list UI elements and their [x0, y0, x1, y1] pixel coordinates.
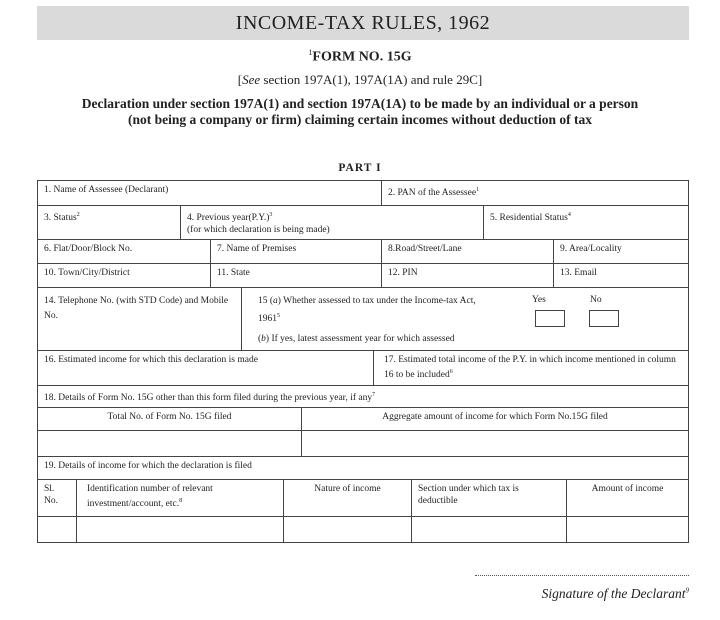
field-2-footnote: 1: [476, 187, 480, 193]
signature-label: Signature of the Declarant: [541, 586, 686, 601]
form-row-2: [38, 205, 688, 239]
form-row-1: [38, 181, 688, 205]
form-number-text: FORM NO. 15G: [312, 49, 412, 65]
form-row-9: [38, 430, 688, 456]
field-5-residential-status[interactable]: [483, 206, 688, 239]
field-19-section-input[interactable]: [411, 517, 566, 542]
field-1-name-of-assessee[interactable]: [38, 181, 381, 205]
form-row-3: [38, 239, 688, 263]
field-1-label: 1. Name of Assessee (Declarant): [44, 185, 169, 195]
form-row-4: [38, 263, 688, 287]
field-19-amount-label: Amount of income: [591, 484, 664, 494]
field-12-pin[interactable]: [381, 264, 553, 287]
yes-label: Yes: [532, 295, 546, 305]
field-6-flat-door-block[interactable]: [38, 240, 210, 263]
field-3-label: 3. Status: [44, 213, 77, 224]
field-18-footnote: 7: [372, 392, 376, 398]
field-17-footnote: 6: [449, 369, 453, 375]
field-2-pan[interactable]: [381, 181, 688, 205]
field-4-previous-year[interactable]: [180, 206, 483, 239]
field-9-area-locality[interactable]: [553, 240, 688, 263]
field-16-label: 16. Estimated income for which this declaration is made: [44, 355, 258, 365]
signature-footnote: 9: [685, 586, 689, 595]
form-row-10: [38, 456, 688, 479]
field-19-amount-input[interactable]: [566, 517, 688, 542]
field-18-other-forms: [38, 386, 688, 407]
form-row-12: [38, 516, 688, 542]
field-4-label: 4. Previous year(P.Y.): [187, 213, 270, 224]
field-15a-text: ) Whether assessed to tax under the Income-tax Act, 1961: [258, 296, 476, 325]
no-checkbox[interactable]: [589, 310, 619, 327]
field-15a-question: [258, 294, 488, 327]
field-19-amount-header: [566, 480, 688, 516]
field-19-sl-no-header: [38, 480, 76, 516]
signature-caption: [430, 586, 689, 602]
field-19-nature-label: Nature of income: [314, 484, 381, 494]
form-row-6: [38, 350, 688, 385]
part-heading: PART I: [338, 162, 382, 174]
field-18-col1-label: Total No. of Form No. 15G filed: [107, 412, 232, 422]
field-5-footnote: 4: [567, 212, 571, 218]
field-17-estimated-total-income[interactable]: [373, 351, 688, 385]
field-15b-text: ) If yes, latest assessment year for which assessed: [265, 334, 455, 344]
field-13-label: 13. Email: [560, 268, 597, 278]
field-10-label: 10. Town/City/District: [44, 268, 130, 278]
field-15b-question: [258, 333, 455, 345]
form-row-8: [38, 407, 688, 430]
field-14-label: 14. Telephone No. (with STD Code) and Mobile No.: [44, 296, 229, 321]
section-reference-text: section 197A(1), 197A(1A) and rule 29C]: [260, 72, 483, 87]
field-15b-prefix: (: [258, 334, 262, 344]
field-19-nature-header: [283, 480, 411, 516]
field-2-label: 2. PAN of the Assessee: [388, 188, 477, 199]
field-8-road-street-lane[interactable]: [381, 240, 553, 263]
form-number: [0, 48, 720, 66]
form-row-7: [38, 385, 688, 407]
no-label: No: [590, 295, 602, 305]
field-19-section-label: Section under which tax is deductible: [418, 484, 519, 506]
form-table: [37, 180, 689, 543]
form-row-11: [38, 479, 688, 516]
section-reference: [0, 72, 720, 88]
field-8-label: 8.Road/Street/Lane: [388, 244, 462, 254]
field-19-id-footnote: 8: [179, 498, 183, 504]
field-15a-letter: a: [273, 296, 278, 306]
rules-title-banner: [37, 6, 689, 40]
form-number-footnote-mark: 1: [308, 48, 313, 57]
rules-title: INCOME-TAX RULES, 1962: [235, 12, 491, 34]
field-18-total-forms-input[interactable]: [38, 431, 301, 456]
field-19-nature-input[interactable]: [283, 517, 411, 542]
field-19-section-header: [411, 480, 566, 516]
field-15a-footnote: 5: [277, 313, 280, 319]
field-9-label: 9. Area/Locality: [560, 244, 622, 254]
field-18-col2-label: Aggregate amount of income for which Form No.15G filed: [382, 412, 608, 422]
field-18-aggregate-amount-input[interactable]: [301, 431, 688, 456]
field-15a-prefix: 15 (: [258, 296, 274, 306]
field-19-sl-label: Sl. No.: [44, 484, 58, 506]
field-3-footnote: 2: [76, 212, 80, 218]
field-5-label: 5. Residential Status: [490, 213, 568, 224]
field-13-email[interactable]: [553, 264, 688, 287]
field-19-sl-no-input[interactable]: [38, 517, 76, 542]
field-15-assessed-to-tax: [241, 288, 688, 350]
field-7-name-of-premises[interactable]: [210, 240, 381, 263]
field-19-identification-header: [76, 480, 283, 516]
field-17-label: 17. Estimated total income of the P.Y. in which income mentioned in column 16 to be included: [384, 355, 676, 381]
field-12-label: 12. PIN: [388, 268, 418, 278]
yes-checkbox[interactable]: [535, 310, 565, 327]
field-18-aggregate-amount-header: [301, 408, 688, 430]
field-4-footnote: 3: [269, 212, 273, 218]
field-19-label: 19. Details of income for which the declaration is filed: [44, 461, 252, 471]
field-7-label: 7. Name of Premises: [217, 244, 297, 254]
signature-line[interactable]: [475, 575, 689, 576]
field-3-status[interactable]: [38, 206, 180, 239]
field-18-label: 18. Details of Form No. 15G other than this form filed during the previous year, if any: [44, 393, 373, 404]
field-19-id-label: Identification number of relevant investment/account, etc.: [87, 484, 213, 510]
field-11-label: 11. State: [217, 268, 250, 278]
field-19-income-details: [38, 457, 688, 479]
declaration-heading: Declaration under section 197A(1) and section 197A(1A) to be made by an individual or a person (not being a company or firm) claiming certain incomes without deduction of tax: [81, 96, 639, 127]
section-reference-bracket: [: [237, 72, 243, 87]
field-18-total-forms-header: [38, 408, 301, 430]
field-19-identification-input[interactable]: [76, 517, 283, 542]
field-16-estimated-income[interactable]: [38, 351, 373, 385]
section-reference-see: See: [242, 72, 261, 87]
field-15b-letter: b: [261, 334, 266, 344]
field-4-note: (for which declaration is being made): [187, 225, 330, 236]
field-10-town-city-district[interactable]: [38, 264, 210, 287]
form-row-5: [38, 287, 688, 350]
field-14-telephone[interactable]: [38, 288, 241, 350]
field-11-state[interactable]: [210, 264, 381, 287]
field-6-label: 6. Flat/Door/Block No.: [44, 244, 133, 254]
